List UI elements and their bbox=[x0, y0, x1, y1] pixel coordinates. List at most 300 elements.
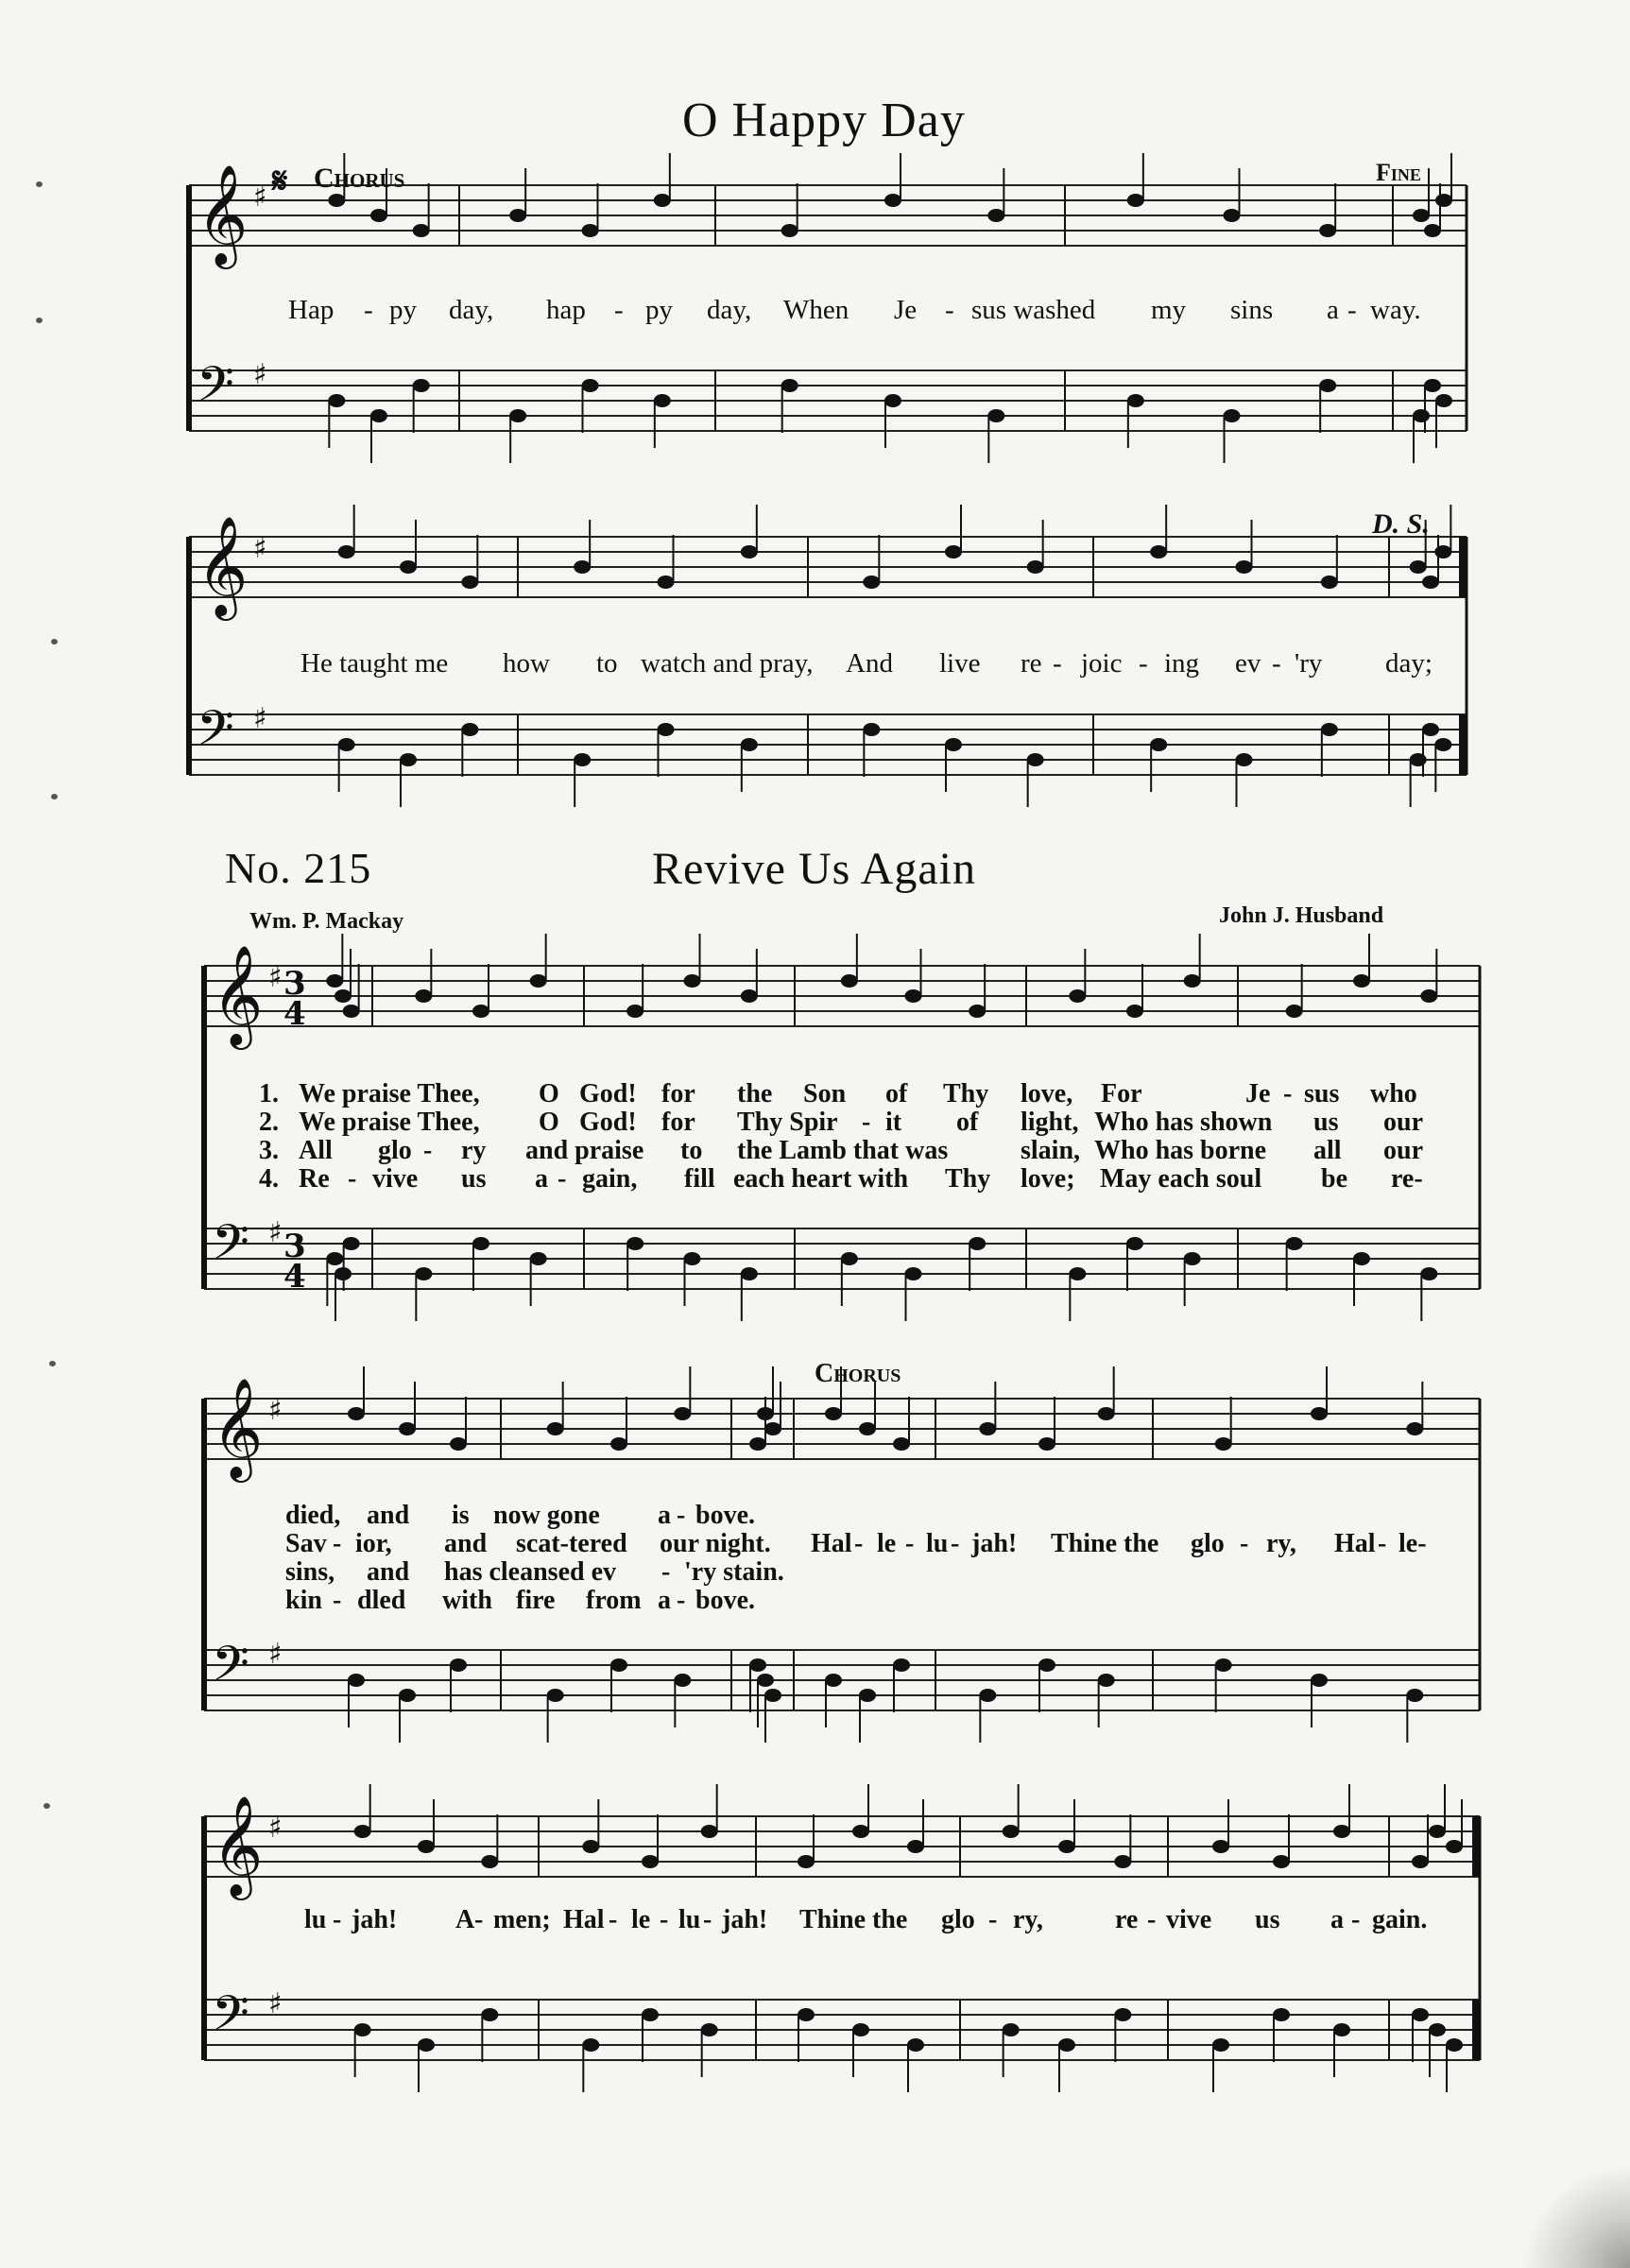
lyric-syllable: who bbox=[1370, 1079, 1417, 1108]
lyric-syllable: ior, bbox=[355, 1529, 392, 1558]
note-head bbox=[1058, 2038, 1075, 2052]
note-head bbox=[1353, 974, 1370, 988]
note-head bbox=[969, 1237, 986, 1250]
lyric-syllable: our bbox=[1383, 1136, 1423, 1165]
lyric-hyphen: - bbox=[614, 295, 624, 325]
note-head bbox=[642, 1855, 659, 1868]
lyric-syllable: lu bbox=[678, 1905, 701, 1934]
lyric-syllable: scat-tered bbox=[516, 1529, 627, 1558]
lyric-syllable: how bbox=[503, 648, 550, 679]
lyric-syllable: O bbox=[539, 1079, 559, 1108]
note-head bbox=[884, 394, 901, 407]
note-head bbox=[741, 738, 758, 751]
lyric-syllable: fill bbox=[684, 1164, 715, 1194]
note-head bbox=[684, 974, 701, 988]
lyric-syllable: Who has shown bbox=[1094, 1108, 1273, 1137]
lyric-syllable: each heart with bbox=[733, 1164, 909, 1194]
note-head bbox=[530, 974, 547, 988]
lyric-hyphen: - bbox=[1147, 1905, 1157, 1934]
note-head bbox=[450, 1658, 467, 1672]
lyric-syllable: vive bbox=[372, 1164, 419, 1194]
lyric-syllable: sins, bbox=[285, 1557, 335, 1587]
lyric-hyphen: - bbox=[1240, 1529, 1249, 1558]
lyric-syllable: vive bbox=[1166, 1905, 1212, 1934]
note-head bbox=[472, 1005, 489, 1018]
note-head bbox=[1410, 560, 1427, 574]
note-head bbox=[863, 576, 880, 589]
note-head bbox=[654, 394, 671, 407]
lyric-hyphen: - bbox=[333, 1529, 342, 1558]
verse-number: 2. bbox=[259, 1108, 279, 1137]
note-head bbox=[1127, 194, 1144, 207]
note-head bbox=[1319, 379, 1336, 392]
note-head bbox=[1406, 1689, 1423, 1702]
note-head bbox=[701, 2023, 718, 2036]
note-head bbox=[979, 1422, 996, 1435]
lyric-syllable: And bbox=[846, 648, 893, 679]
lyric-syllable: jah! bbox=[722, 1905, 768, 1934]
lyric-hyphen: - bbox=[988, 1905, 998, 1934]
note-head bbox=[1286, 1237, 1303, 1250]
note-head bbox=[1420, 989, 1437, 1003]
note-head bbox=[757, 1407, 774, 1420]
lyric-hyphen: - bbox=[1347, 295, 1357, 325]
lyric-syllable: fire bbox=[516, 1586, 556, 1615]
time-signature-bottom: 4 bbox=[283, 1258, 306, 1296]
note-head bbox=[1420, 1267, 1437, 1280]
lyric-syllable: A bbox=[455, 1905, 475, 1934]
lyric-syllable: ev bbox=[1235, 648, 1261, 679]
segno-icon: 𝄋 bbox=[272, 159, 288, 201]
lyric-hyphen: - bbox=[945, 295, 954, 325]
lyric-syllable: sus bbox=[1304, 1079, 1340, 1108]
lyric-syllable: day; bbox=[1385, 648, 1433, 679]
lyric-hyphen: - bbox=[333, 1905, 342, 1934]
bass-clef-icon: 𝄢 bbox=[212, 1984, 249, 2053]
page-speck bbox=[36, 181, 43, 187]
sharp-icon: ♯ bbox=[253, 358, 267, 391]
lyric-syllable: re bbox=[1021, 648, 1042, 679]
lyric-hyphen: - bbox=[677, 1501, 686, 1530]
lyric-syllable: le bbox=[631, 1905, 651, 1934]
verse-number: 1. bbox=[259, 1079, 279, 1108]
lyric-syllable: now gone bbox=[493, 1501, 600, 1530]
bass-clef-icon: 𝄢 bbox=[197, 699, 234, 768]
lyric-hyphen: - bbox=[423, 1136, 433, 1165]
note-head bbox=[969, 1005, 986, 1018]
note-head bbox=[328, 194, 345, 207]
note-head bbox=[1058, 1840, 1075, 1853]
note-head bbox=[1224, 409, 1241, 422]
note-head bbox=[481, 2008, 498, 2021]
lyric-hyphen: - bbox=[703, 1905, 712, 1934]
note-head bbox=[893, 1658, 910, 1672]
note-head bbox=[1027, 753, 1044, 766]
note-head bbox=[658, 576, 675, 589]
note-head bbox=[859, 1422, 876, 1435]
lyric-syllable: Who has borne bbox=[1094, 1136, 1267, 1165]
sharp-icon: ♯ bbox=[268, 1638, 283, 1671]
note-head bbox=[610, 1658, 627, 1672]
note-head bbox=[1126, 1237, 1143, 1250]
note-head bbox=[1422, 576, 1439, 589]
note-head bbox=[626, 1005, 643, 1018]
lyric-syllable: Hal bbox=[563, 1905, 605, 1934]
lyric-syllable: We praise Thee, bbox=[299, 1108, 480, 1137]
note-head bbox=[370, 209, 387, 222]
lyric-syllable: ry, bbox=[1266, 1529, 1296, 1558]
note-head bbox=[1215, 1658, 1232, 1672]
lyric-hyphen: - bbox=[1283, 1079, 1293, 1108]
lyric-syllable: 'ry bbox=[1295, 648, 1323, 679]
note-head bbox=[1429, 1825, 1446, 1838]
lyric-syllable: our bbox=[1383, 1108, 1423, 1137]
lyric-syllable: and bbox=[367, 1557, 410, 1587]
note-head bbox=[825, 1407, 842, 1420]
lyric-syllable: kin bbox=[285, 1586, 322, 1615]
note-head bbox=[884, 194, 901, 207]
lyric-hyphen: - bbox=[558, 1164, 567, 1194]
lyric-syllable: love; bbox=[1021, 1164, 1075, 1194]
lyric-syllable: glo bbox=[1191, 1529, 1225, 1558]
note-head bbox=[1003, 2023, 1020, 2036]
lyric-syllable: jah! bbox=[971, 1529, 1018, 1558]
note-head bbox=[757, 1674, 774, 1687]
sharp-icon: ♯ bbox=[268, 1812, 283, 1845]
note-head bbox=[413, 379, 430, 392]
lyric-syllable: hap bbox=[546, 295, 586, 325]
lyric-hyphen: - bbox=[854, 1529, 864, 1558]
note-head bbox=[418, 2038, 435, 2052]
fine-label: Fine bbox=[1376, 159, 1421, 186]
note-head bbox=[852, 1825, 869, 1838]
note-head bbox=[674, 1407, 691, 1420]
final-barline bbox=[1472, 1816, 1480, 1877]
note-head bbox=[945, 545, 962, 558]
verse-number: 4. bbox=[259, 1164, 279, 1194]
note-head bbox=[335, 989, 352, 1003]
note-head bbox=[530, 1252, 547, 1265]
lyric-syllable: Re bbox=[299, 1164, 330, 1194]
lyric-syllable: of bbox=[956, 1108, 979, 1137]
note-head bbox=[1311, 1407, 1328, 1420]
final-barline bbox=[1459, 537, 1467, 597]
lyric-syllable: a bbox=[535, 1164, 548, 1194]
lyric-syllable: from bbox=[586, 1586, 642, 1615]
lyric-syllable: glo bbox=[941, 1905, 975, 1934]
lyric-syllable: to bbox=[596, 648, 618, 679]
lyric-hyphen: - bbox=[474, 1905, 484, 1934]
lyric-syllable: Hal bbox=[1334, 1529, 1376, 1558]
note-head bbox=[1446, 1840, 1463, 1853]
note-head bbox=[1184, 974, 1201, 988]
note-head bbox=[415, 1267, 432, 1280]
note-head bbox=[1127, 394, 1144, 407]
note-head bbox=[338, 545, 355, 558]
lyric-hyphen: - bbox=[661, 1557, 671, 1587]
lyric-syllable: For bbox=[1101, 1079, 1142, 1108]
lyric-syllable: and bbox=[367, 1501, 410, 1530]
note-head bbox=[741, 1267, 758, 1280]
chorus-label: Chorus bbox=[815, 1359, 901, 1388]
lyric-syllable: to bbox=[680, 1136, 703, 1165]
note-head bbox=[1273, 1855, 1290, 1868]
lyric-syllable: bove. bbox=[695, 1586, 755, 1615]
note-head bbox=[582, 1840, 599, 1853]
lyric-syllable: a bbox=[658, 1586, 671, 1615]
verse-number: 3. bbox=[259, 1136, 279, 1165]
note-head bbox=[945, 738, 962, 751]
note-head bbox=[684, 1252, 701, 1265]
lyric-syllable: All bbox=[299, 1136, 333, 1165]
lyric-syllable: Thine the bbox=[799, 1905, 908, 1934]
lyric-syllable: lu bbox=[926, 1529, 949, 1558]
note-head bbox=[1319, 224, 1336, 237]
lyric-syllable: died, bbox=[285, 1501, 341, 1530]
lyric-hyphen: - bbox=[862, 1108, 871, 1137]
note-head bbox=[1098, 1407, 1115, 1420]
lyric-hyphen: - bbox=[951, 1529, 960, 1558]
lyric-syllable: and bbox=[444, 1529, 488, 1558]
note-head bbox=[338, 738, 355, 751]
lyric-hyphen: - bbox=[660, 1905, 669, 1934]
note-head bbox=[1406, 1422, 1423, 1435]
treble-clef-icon: 𝄞 bbox=[197, 515, 249, 616]
note-head bbox=[399, 1422, 416, 1435]
note-head bbox=[1184, 1252, 1201, 1265]
note-head bbox=[905, 1267, 922, 1280]
note-head bbox=[987, 409, 1004, 422]
note-head bbox=[399, 1689, 416, 1702]
lyric-hyphen: - bbox=[333, 1586, 342, 1615]
lyric-syllable: ing bbox=[1164, 648, 1200, 679]
treble-clef-icon: 𝄞 bbox=[212, 944, 264, 1045]
hymn-title: O Happy Day bbox=[682, 94, 966, 147]
note-head bbox=[1435, 194, 1452, 207]
note-head bbox=[472, 1237, 489, 1250]
sharp-icon: ♯ bbox=[268, 1394, 283, 1427]
lyric-syllable: 'ry stain. bbox=[684, 1557, 784, 1587]
note-head bbox=[1353, 1252, 1370, 1265]
lyric-hyphen: - bbox=[677, 1586, 686, 1615]
time-signature-top: 3 bbox=[283, 965, 306, 1003]
note-head bbox=[764, 1422, 781, 1435]
lyric-syllable: Hal bbox=[811, 1529, 852, 1558]
lyric-syllable: has cleansed ev bbox=[444, 1557, 616, 1587]
note-head bbox=[905, 989, 922, 1003]
note-head bbox=[1412, 2008, 1429, 2021]
note-head bbox=[328, 394, 345, 407]
lyric-syllable: slain, bbox=[1021, 1136, 1081, 1165]
note-head bbox=[781, 224, 798, 237]
note-head bbox=[400, 560, 417, 574]
lyric-hyphen: - bbox=[348, 1164, 357, 1194]
page-speck bbox=[49, 1361, 56, 1366]
lyric-syllable: God! bbox=[579, 1079, 637, 1108]
bass-clef-icon: 𝄢 bbox=[197, 355, 234, 424]
note-head bbox=[400, 753, 417, 766]
lyric-syllable: O bbox=[539, 1108, 559, 1137]
note-head bbox=[418, 1840, 435, 1853]
note-head bbox=[348, 1674, 365, 1687]
lyric-hyphen: - bbox=[1139, 648, 1148, 679]
lyric-syllable: May each soul bbox=[1100, 1164, 1262, 1194]
note-head bbox=[413, 224, 430, 237]
lyric-syllable: glo bbox=[378, 1136, 412, 1165]
note-head bbox=[1236, 560, 1253, 574]
note-head bbox=[859, 1689, 876, 1702]
lyric-syllable: God! bbox=[579, 1108, 637, 1137]
page-corner-shadow bbox=[1521, 2164, 1630, 2268]
time-signature-bottom: 4 bbox=[283, 995, 306, 1033]
lyric-syllable: of bbox=[885, 1079, 908, 1108]
note-head bbox=[1212, 2038, 1229, 2052]
note-head bbox=[1333, 1825, 1350, 1838]
lyric-syllable: bove. bbox=[695, 1501, 755, 1530]
lyric-syllable: le bbox=[877, 1529, 897, 1558]
page-speck bbox=[43, 1803, 50, 1809]
note-head bbox=[658, 723, 675, 736]
lyric-syllable: a bbox=[1327, 295, 1339, 325]
chorus-label: Chorus bbox=[314, 163, 405, 194]
sharp-icon: ♯ bbox=[253, 532, 267, 565]
note-head bbox=[461, 576, 478, 589]
note-head bbox=[893, 1437, 910, 1451]
lyric-hyphen: - bbox=[1351, 1905, 1361, 1934]
composer-credit: John J. Husband bbox=[1219, 903, 1384, 928]
note-head bbox=[509, 209, 526, 222]
lyric-syllable: re- bbox=[1391, 1164, 1423, 1194]
lyric-syllable: We praise Thee, bbox=[299, 1079, 480, 1108]
lyric-syllable: Thy bbox=[945, 1164, 991, 1194]
lyric-syllable: Thy bbox=[943, 1079, 989, 1108]
lyric-syllable: He taught me bbox=[300, 648, 449, 679]
page-speck bbox=[36, 318, 43, 323]
lyric-syllable: our night. bbox=[660, 1529, 771, 1558]
note-head bbox=[354, 2023, 371, 2036]
note-head bbox=[1413, 409, 1430, 422]
lyric-syllable: all bbox=[1313, 1136, 1342, 1165]
note-head bbox=[354, 1825, 371, 1838]
sharp-icon: ♯ bbox=[253, 180, 267, 214]
lyric-syllable: Thine the bbox=[1051, 1529, 1159, 1558]
note-head bbox=[701, 1825, 718, 1838]
lyric-syllable: a bbox=[1330, 1905, 1344, 1934]
lyric-syllable: men; bbox=[493, 1905, 551, 1934]
lyric-syllable: gain. bbox=[1372, 1905, 1428, 1934]
hymn-number: No. 215 bbox=[225, 844, 372, 892]
lyric-hyphen: - bbox=[1272, 648, 1281, 679]
note-head bbox=[841, 1252, 858, 1265]
note-head bbox=[547, 1422, 564, 1435]
lyric-syllable: us bbox=[461, 1164, 487, 1194]
lyric-syllable: Son bbox=[803, 1079, 847, 1108]
note-head bbox=[1321, 576, 1338, 589]
note-head bbox=[1434, 738, 1451, 751]
note-head bbox=[1422, 723, 1439, 736]
note-head bbox=[852, 2023, 869, 2036]
note-head bbox=[1286, 1005, 1303, 1018]
lyric-syllable: way. bbox=[1370, 295, 1421, 325]
lyric-syllable: us bbox=[1255, 1905, 1280, 1934]
note-head bbox=[863, 723, 880, 736]
lyric-syllable: lu bbox=[304, 1905, 327, 1934]
lyric-syllable: it bbox=[885, 1108, 902, 1137]
note-head bbox=[764, 1689, 781, 1702]
note-head bbox=[1236, 753, 1253, 766]
lyric-syllable: my bbox=[1151, 295, 1187, 325]
lyric-syllable: Sav bbox=[285, 1529, 327, 1558]
note-head bbox=[1412, 1855, 1429, 1868]
lyric-syllable: sins bbox=[1230, 295, 1274, 325]
note-head bbox=[642, 2008, 659, 2021]
note-head bbox=[1098, 1674, 1115, 1687]
note-head bbox=[1434, 545, 1451, 558]
lyric-syllable: Hap bbox=[288, 295, 335, 325]
note-head bbox=[1069, 1267, 1086, 1280]
note-head bbox=[749, 1437, 766, 1451]
lyric-syllable: light, bbox=[1021, 1108, 1079, 1137]
note-head bbox=[1424, 379, 1441, 392]
time-signature-top: 3 bbox=[283, 1228, 306, 1265]
note-head bbox=[1429, 2023, 1446, 2036]
lyric-hyphen: - bbox=[1378, 1529, 1387, 1558]
lyric-syllable: us bbox=[1313, 1108, 1339, 1137]
note-head bbox=[907, 2038, 924, 2052]
note-head bbox=[1446, 2038, 1463, 2052]
note-head bbox=[798, 2008, 815, 2021]
lyric-syllable: with bbox=[442, 1586, 492, 1615]
note-head bbox=[1038, 1658, 1055, 1672]
lyric-syllable: for bbox=[661, 1079, 695, 1108]
note-head bbox=[749, 1658, 766, 1672]
note-head bbox=[370, 409, 387, 422]
lyric-syllable: le- bbox=[1398, 1529, 1427, 1558]
lyric-hyphen: - bbox=[364, 295, 373, 325]
page-speck bbox=[51, 639, 58, 644]
lyric-syllable: ry, bbox=[1013, 1905, 1043, 1934]
note-head bbox=[979, 1689, 996, 1702]
lyric-hyphen: - bbox=[1053, 648, 1062, 679]
note-head bbox=[1413, 209, 1430, 222]
note-head bbox=[1069, 989, 1086, 1003]
note-head bbox=[741, 545, 758, 558]
note-head bbox=[798, 1855, 815, 1868]
note-head bbox=[1435, 394, 1452, 407]
note-head bbox=[343, 1005, 360, 1018]
note-head bbox=[1114, 2008, 1131, 2021]
note-head bbox=[582, 224, 599, 237]
note-head bbox=[741, 989, 758, 1003]
note-head bbox=[674, 1674, 691, 1687]
lyric-syllable: dled bbox=[357, 1586, 406, 1615]
note-head bbox=[626, 1237, 643, 1250]
lyric-syllable: Je bbox=[1245, 1079, 1271, 1108]
note-head bbox=[1150, 545, 1167, 558]
note-head bbox=[654, 194, 671, 207]
note-head bbox=[582, 379, 599, 392]
note-head bbox=[781, 379, 798, 392]
note-head bbox=[574, 560, 591, 574]
note-head bbox=[415, 989, 432, 1003]
note-head bbox=[326, 974, 343, 988]
note-head bbox=[326, 1252, 343, 1265]
ds-label: D. S. bbox=[1372, 508, 1430, 540]
final-barline bbox=[1459, 714, 1467, 775]
note-head bbox=[343, 1237, 360, 1250]
lyric-hyphen: - bbox=[609, 1905, 618, 1934]
final-barline bbox=[1472, 2000, 1480, 2060]
